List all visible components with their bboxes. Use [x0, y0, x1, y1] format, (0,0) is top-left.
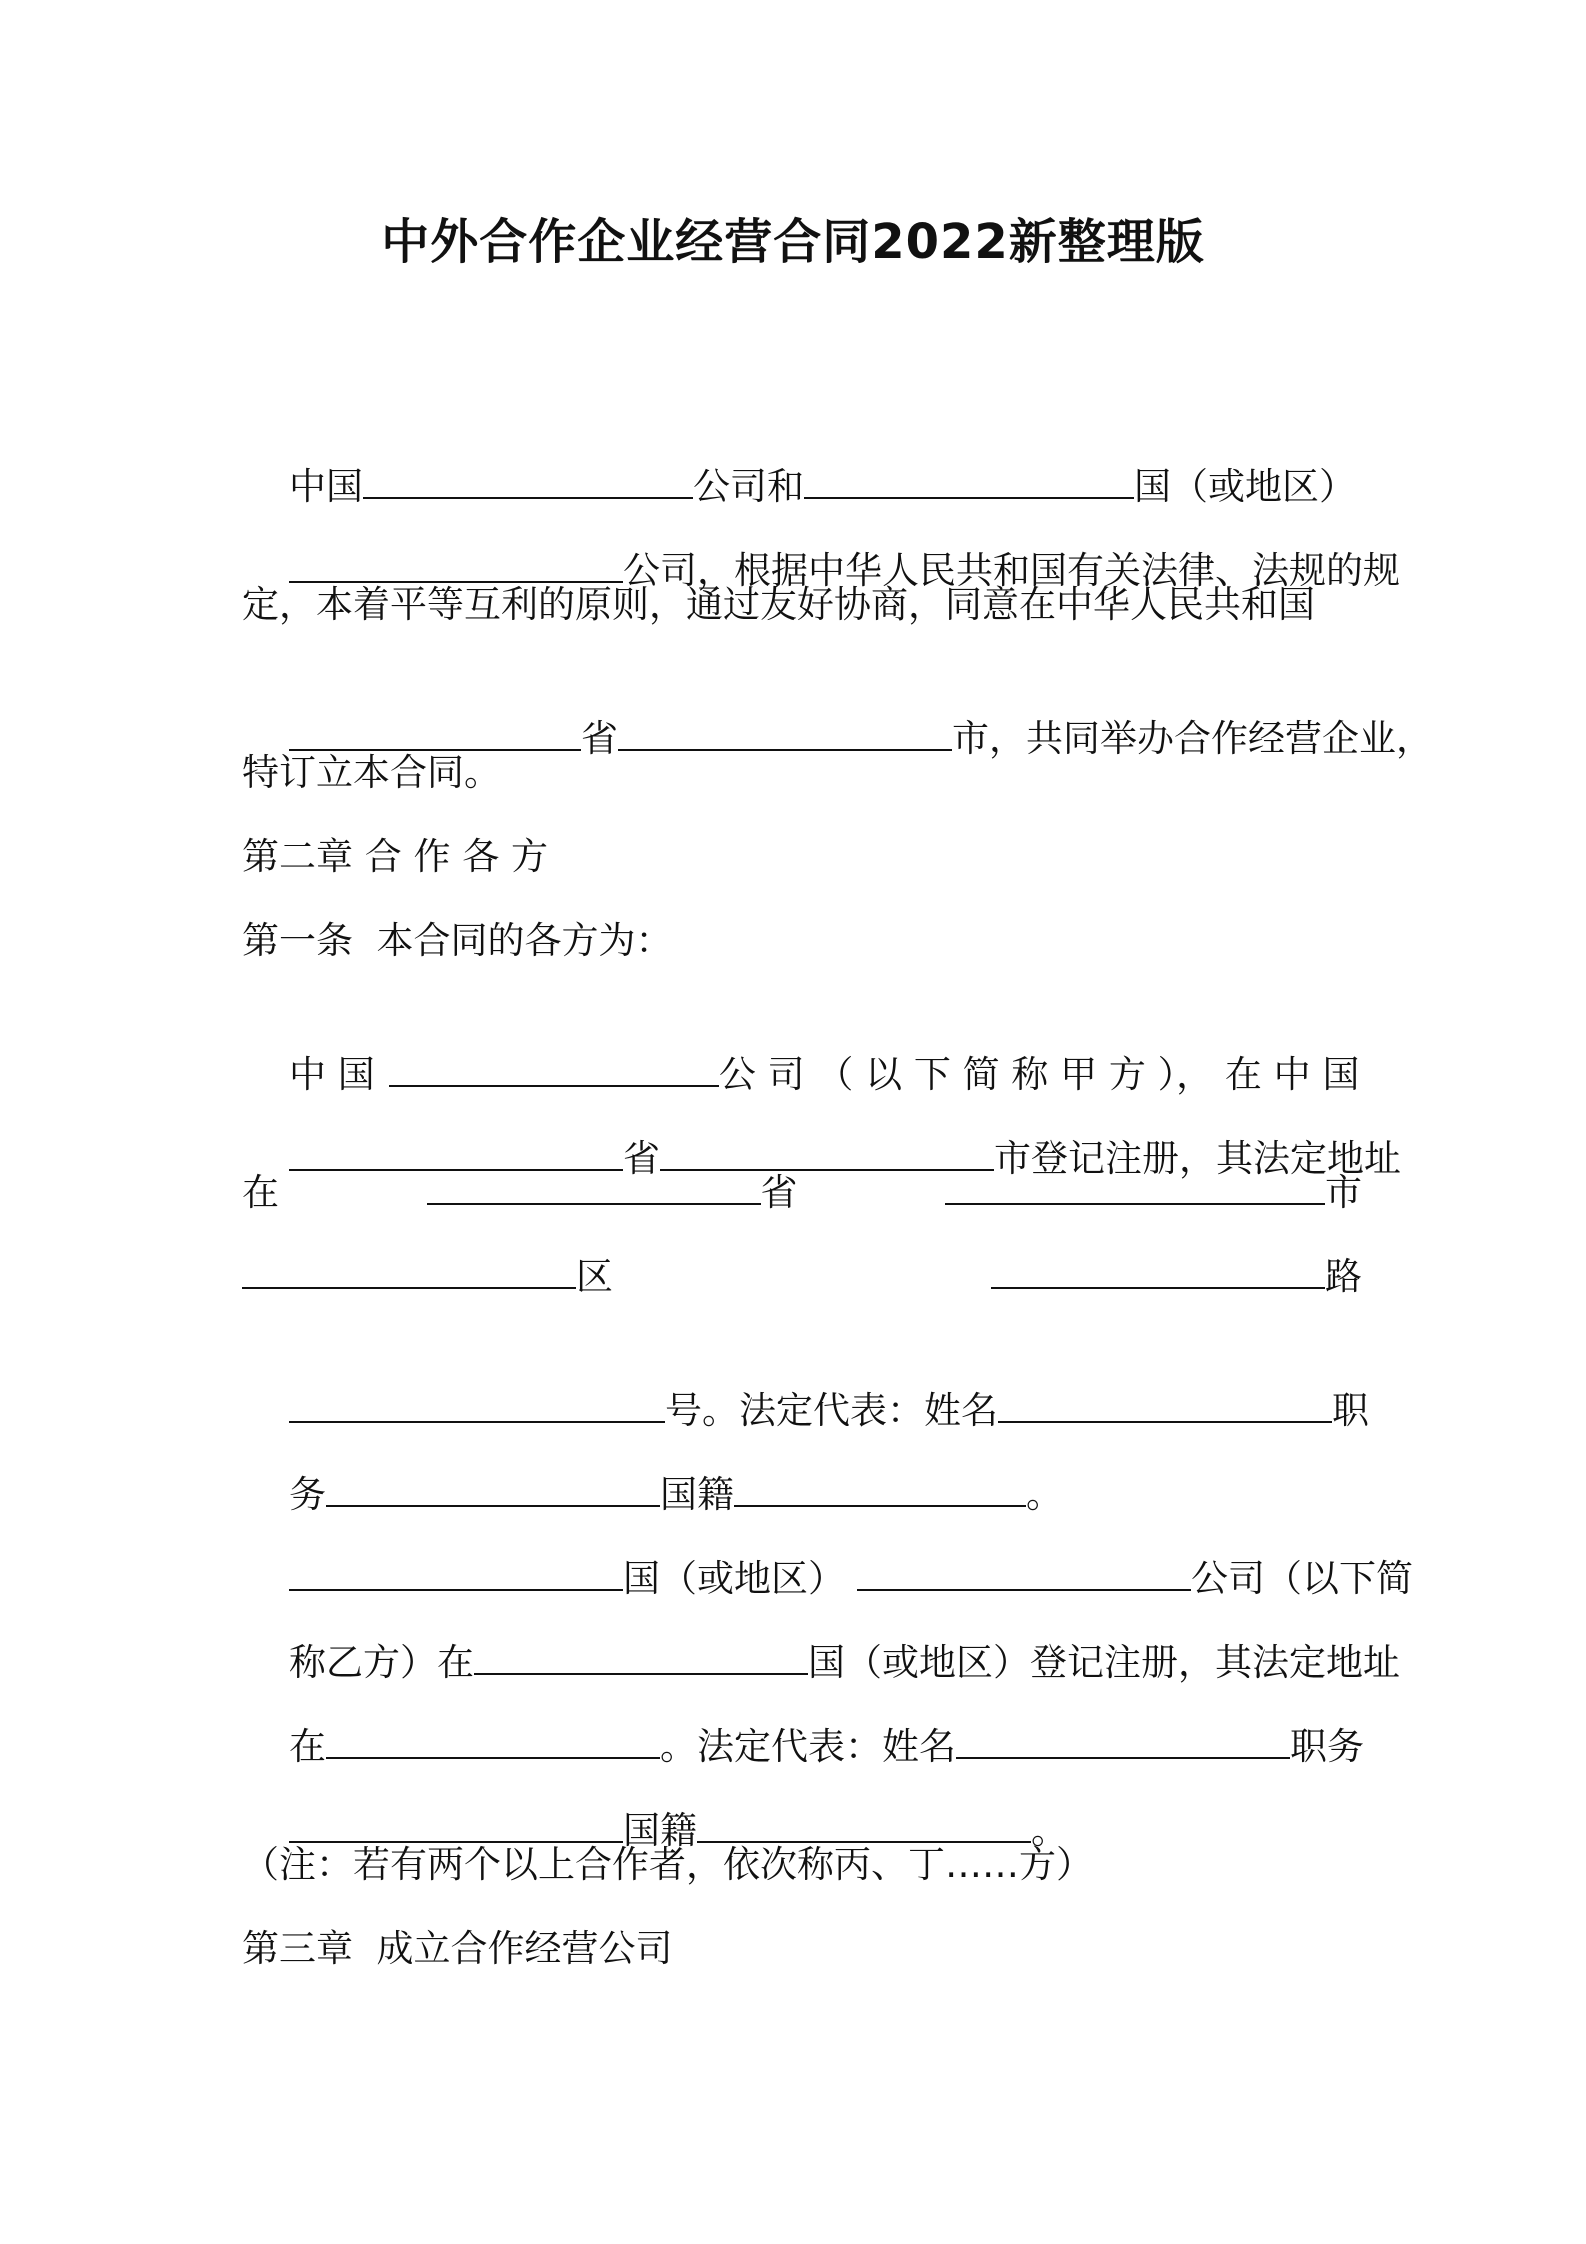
text-segment: 。法定代表：姓名: [660, 1725, 957, 1768]
text-segment: 省: [581, 717, 619, 760]
party-a-line-3: [242, 1168, 1362, 1218]
text-segment: 。: [1026, 1473, 1064, 1516]
fill-blank[interactable]: [998, 1387, 1332, 1423]
fill-blank[interactable]: [660, 1135, 994, 1171]
text-segment: 区: [576, 1255, 613, 1298]
fill-blank[interactable]: [242, 1253, 576, 1289]
fill-blank[interactable]: [289, 715, 581, 751]
text-segment: 市: [1325, 1171, 1362, 1214]
fill-blank[interactable]: [289, 1387, 665, 1423]
text-segment: 国（或地区）: [623, 1557, 846, 1600]
fill-blank[interactable]: [991, 1253, 1325, 1289]
text-segment: 路: [1325, 1255, 1362, 1298]
text-segment: 务: [289, 1473, 327, 1516]
text-segment: 中 国: [289, 1053, 375, 1096]
fill-blank[interactable]: [326, 1723, 660, 1759]
fill-blank[interactable]: [956, 1723, 1290, 1759]
preamble-line-3: 定，本着平等互利的原则，通过友好协商，同意在中华人民共和国: [242, 583, 1315, 626]
fill-blank[interactable]: [427, 1169, 761, 1205]
text-segment: 在: [289, 1725, 327, 1768]
text-segment: 在: [242, 1171, 279, 1214]
article-1-heading: 第一条 本合同的各方为：: [242, 919, 673, 962]
footnote: （注：若有两个以上合作者，依次称丙、丁……方）: [242, 1843, 1093, 1886]
fill-blank[interactable]: [945, 1169, 1325, 1205]
text-segment: 省: [623, 1137, 661, 1180]
fill-blank[interactable]: [804, 463, 1134, 499]
fill-blank[interactable]: [289, 1555, 623, 1591]
text-segment: 职: [1332, 1389, 1370, 1432]
fill-blank[interactable]: [697, 1807, 1031, 1843]
text-segment: 国籍: [660, 1473, 735, 1516]
text-segment: 中国: [289, 465, 364, 508]
chapter-2-heading: 第二章 合 作 各 方: [242, 835, 549, 878]
text-segment: 称乙方）在: [289, 1641, 475, 1684]
text-segment: 省: [760, 1171, 798, 1214]
text-segment: 国（或地区）登记注册，其法定地址: [808, 1641, 1401, 1684]
fill-blank[interactable]: [289, 1135, 623, 1171]
text-segment: 号。法定代表：姓名: [665, 1389, 999, 1432]
text-segment: 国（或地区）: [1134, 465, 1357, 508]
fill-blank[interactable]: [857, 1555, 1191, 1591]
party-a-line-4: [242, 1252, 1362, 1302]
fill-blank[interactable]: [734, 1471, 1026, 1507]
fill-blank[interactable]: [289, 547, 623, 583]
text-segment: 公司（以下简: [1191, 1557, 1414, 1600]
preamble-line-5: 特订立本合同。: [242, 751, 501, 794]
text-segment: 公司，根据中华人民共和国有关法律、法规的规: [623, 549, 1401, 592]
fill-blank[interactable]: [289, 1807, 623, 1843]
document-title: 中外合作企业经营合同2022新整理版: [381, 214, 1205, 270]
fill-blank[interactable]: [618, 715, 952, 751]
text-segment: 职务: [1290, 1725, 1365, 1768]
fill-blank[interactable]: [389, 1051, 719, 1087]
text-segment: 市，共同举办合作经营企业，: [952, 717, 1434, 760]
chapter-3-heading: 第三章 成立合作经营公司: [242, 1927, 673, 1970]
text-segment: 公 司 （ 以 下 简 称 甲 方 ）， 在 中 国: [718, 1053, 1360, 1096]
text-segment: 。: [1031, 1809, 1069, 1852]
fill-blank[interactable]: [326, 1471, 660, 1507]
text-segment: 市登记注册，其法定地址: [994, 1137, 1402, 1180]
fill-blank[interactable]: [363, 463, 693, 499]
fill-blank[interactable]: [474, 1639, 808, 1675]
text-segment: 公司和: [693, 465, 805, 508]
text-segment: 国籍: [623, 1809, 698, 1852]
